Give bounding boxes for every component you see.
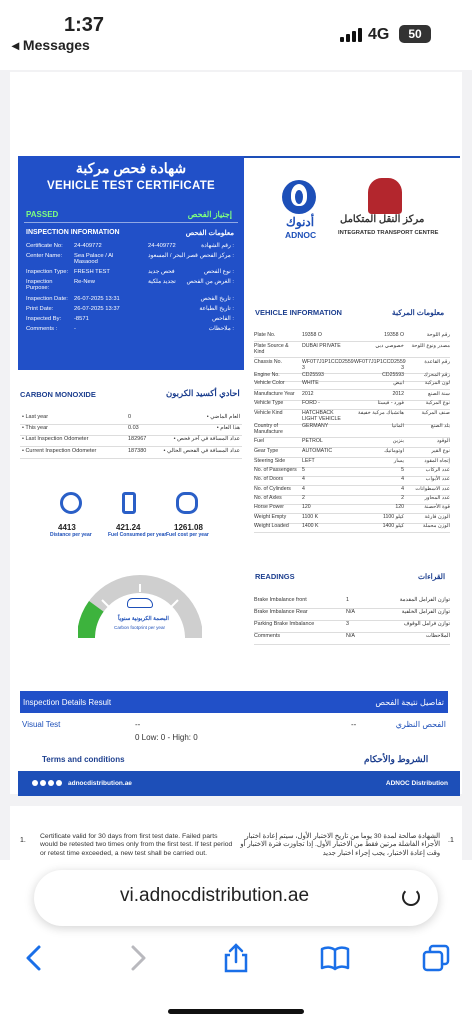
row-label-ar: رقم القاعدة — [424, 359, 450, 365]
row-label-ar: مركز الفحص : — [199, 253, 234, 259]
row-label-ar: توازن الفرامل المقدمة — [399, 597, 450, 603]
row-value: 187380 — [128, 448, 147, 454]
network-type: 4G — [368, 26, 390, 43]
stat-label: Distance per year — [50, 532, 92, 538]
row-label-ar: سنة الصنع — [428, 391, 450, 397]
carbon-heading-ar: احادي أكسيد الكربون — [166, 388, 240, 398]
tabs-icon[interactable] — [421, 943, 451, 973]
vehicle-info-heading-ar: معلومات المركبة — [392, 308, 445, 317]
visual-test-dash: -- — [135, 720, 141, 729]
row-value-ar: تجديد ملكية — [148, 279, 176, 285]
row-label: No. of Doors — [254, 476, 284, 482]
row-label-ar: رقم اللوحة — [426, 332, 450, 338]
row-value: DUBAI PRIVATE — [302, 343, 341, 349]
vehicle-info-row — [254, 360, 450, 374]
row-label-ar: الوزن محملة — [422, 523, 450, 529]
row-label: Gear Type — [254, 448, 279, 454]
footer-brand: ADNOC Distribution — [385, 780, 448, 787]
row-label-ar: الوقود — [436, 438, 450, 444]
terms-heading: Terms and conditions — [42, 755, 125, 764]
url-text[interactable]: vi.adnocdistribution.ae — [120, 885, 310, 906]
stat-value: 4413 — [58, 523, 76, 532]
vehicle-info-row — [254, 411, 450, 425]
row-label: Vehicle Type — [254, 400, 284, 406]
stat-label: Fuel cost per year — [166, 532, 209, 538]
inspection-info-row — [18, 269, 244, 279]
row-label: Horse Power — [254, 504, 284, 510]
inspection-info-row — [18, 253, 244, 263]
row-label: Inspection Type: — [26, 269, 69, 275]
row-label: Inspection Purpose: — [26, 279, 53, 291]
row-value-ar: قصر البحر / المسعود — [148, 253, 198, 259]
row-value: N/A — [346, 609, 355, 615]
row-label: • Last year — [22, 414, 49, 420]
share-icon[interactable] — [221, 943, 251, 973]
certificate-title-ar: شهادة فحص مركبة — [75, 160, 187, 176]
visual-test-label: Visual Test — [22, 720, 61, 729]
row-value: 5 — [302, 467, 305, 473]
row-value: CD25593 — [302, 372, 324, 378]
visual-test-label-ar: الفحص النظري — [395, 720, 446, 729]
row-value: 4 — [302, 476, 305, 482]
inspection-info-row — [18, 326, 244, 336]
row-label: Inspection Date: — [26, 296, 68, 302]
condition-text-ar: الشهادة صالحة لمدة 30 يوما من تاريخ الاختبار الأول، سيتم إعادة اختبار الأجزاء الفاشلة مرتين فقط من الاختبار الأول. إذا تجاوزت فترة الاختبار أو وقت إعادة الاختبار، يجب إجراء اختبار جديد — [240, 833, 440, 857]
row-label-ar: الفاحص : — [212, 316, 234, 322]
row-value: 2012 — [302, 391, 314, 397]
row-value-ar: 1100 كيلو — [382, 514, 404, 520]
row-label-ar: نوع الفحص : — [203, 269, 234, 275]
vehicle-info-row — [254, 524, 450, 533]
row-label-ar: الملاحظات — [426, 633, 450, 639]
row-label: No. of Axles — [254, 495, 282, 501]
inspection-info-heading-ar: معلومات الفحص — [185, 230, 234, 237]
row-label-ar: • هذا العام — [216, 425, 240, 431]
inspection-info-row — [18, 306, 244, 316]
row-value: 2 — [302, 495, 305, 501]
condition-text: Certificate valid for 30 days from first test date. Failed parts would be retested two times only from the first test. If test period or retest time exceeded, a new test shall be carried out. — [40, 833, 233, 857]
vehicle-info-row — [254, 468, 450, 477]
low-high-values: 0 Low: 0 - High: 0 — [135, 733, 198, 742]
certificate-title-en: VEHICLE TEST CERTIFICATE — [47, 180, 215, 192]
row-label-ar: ملاحظات : — [208, 326, 234, 332]
row-label: No. of Passengers — [254, 467, 297, 473]
inspection-details-heading-ar: تفاصيل نتيجة الفحص — [375, 698, 444, 707]
vehicle-info-row — [254, 344, 450, 358]
speedometer-icon — [60, 492, 82, 514]
row-value: 1100 K — [302, 514, 319, 520]
row-value: FRESH TEST — [74, 269, 110, 275]
row-label: Weight Empty — [254, 514, 287, 520]
row-label: • Last Inspection Odometer — [22, 436, 89, 442]
falcon-emblem-icon — [368, 178, 402, 214]
carbon-row — [20, 436, 242, 447]
row-value: - — [74, 326, 76, 332]
instagram-icon — [40, 780, 46, 786]
row-label: Center Name: — [26, 253, 63, 259]
row-value-ar: فورد - فيستا — [377, 400, 404, 406]
condition-number: 1. — [20, 837, 26, 844]
row-label: No. of Cylinders — [254, 486, 291, 492]
row-label-ar: رقم المحرك — [423, 372, 450, 378]
row-label: Weight Loaded — [254, 523, 289, 529]
row-label-ar: الوزن فارغة — [424, 514, 450, 520]
row-value: 182967 — [128, 436, 147, 442]
row-label: • Current Inspection Odometer — [22, 448, 97, 454]
itc-logo-text-ar: مركز النقل المتكامل — [340, 214, 425, 225]
twitter-icon — [48, 780, 54, 786]
row-value-ar: 24-409772 — [148, 243, 176, 249]
row-label: Engine No. — [254, 372, 280, 378]
back-to-messages-link[interactable]: ◂ Messages — [12, 37, 90, 53]
row-label-ar: الغرض من الفحص : — [186, 279, 234, 285]
row-label: Plate No. — [254, 332, 276, 338]
row-value: HATCHBACK LIGHT VEHICLE — [302, 410, 341, 422]
row-label: Certificate No: — [26, 243, 63, 249]
readings-row — [254, 597, 450, 609]
row-value: 26-07-2025 13:37 — [74, 306, 120, 312]
row-value-ar: 2 — [401, 495, 404, 501]
row-label-ar: • العام الماضي — [206, 414, 240, 420]
row-value: 3 — [346, 621, 349, 627]
row-label-ar: صنف المركبة — [421, 410, 450, 416]
carbon-heading: CARBON MONOXIDE — [20, 390, 96, 399]
row-label: Inspected By: — [26, 316, 62, 322]
inspection-info-row — [18, 279, 244, 289]
row-label-ar: عدد الركاب — [425, 467, 450, 473]
vehicle-info-row — [254, 333, 450, 342]
stat-value: 1261.08 — [174, 523, 203, 532]
row-label: Vehicle Kind — [254, 410, 283, 416]
readings-heading: READINGS — [255, 572, 295, 581]
row-value: -8571 — [74, 316, 89, 322]
vehicle-info-row — [254, 439, 450, 448]
row-label: Brake Imbalance front — [254, 597, 307, 603]
row-value-ar: 120 — [395, 504, 404, 510]
row-value-ar: ابيض — [393, 380, 404, 386]
row-value-ar: 2012 — [392, 391, 404, 397]
row-label: • This year — [22, 425, 48, 431]
row-label: Fuel — [254, 438, 265, 444]
condition-number-ar: .1 — [448, 837, 454, 844]
row-value-ar: فحص جديد — [148, 269, 175, 275]
vehicle-info-heading: VEHICLE INFORMATION — [255, 308, 342, 317]
row-value: WF0T7J1P1CCD2559 3 — [302, 359, 354, 371]
row-value-ar: 19358 O — [384, 332, 404, 338]
footprint-label: Carbon footprint per year — [114, 625, 166, 630]
visual-test-dash-ar: -- — [351, 720, 357, 729]
inspection-details-bar — [20, 691, 448, 713]
row-label: Steering Side — [254, 458, 286, 464]
row-label: Manufacture Year — [254, 391, 295, 397]
vehicle-info-row — [254, 392, 450, 401]
row-label: Chassis No. — [254, 359, 282, 365]
reload-icon[interactable] — [402, 888, 420, 906]
row-value: 1400 K — [302, 523, 319, 529]
facebook-icon — [32, 780, 38, 786]
row-value-ar: WF0T7J1P1CCD2559 3 — [354, 359, 406, 371]
visual-test-row — [20, 720, 448, 732]
row-label-ar: نوع القير — [431, 448, 450, 454]
youtube-icon — [56, 780, 62, 786]
readings-row — [254, 609, 450, 621]
row-label-ar: رقم الشهادة : — [201, 243, 234, 249]
row-label-ar: مصدر ونوع اللوحة — [411, 343, 450, 349]
row-label-ar: • عداد المسافة في آخر فحص — [173, 436, 240, 442]
row-label-ar: لون المركبة — [424, 380, 450, 386]
row-label-ar: توازن فرامل الوقوف — [403, 621, 450, 627]
inspection-info-heading: INSPECTION INFORMATION — [26, 229, 120, 236]
adnoc-logo-icon — [282, 180, 316, 214]
back-icon[interactable] — [20, 943, 50, 973]
row-value: WHITE — [302, 380, 319, 386]
row-value: 1 — [346, 597, 349, 603]
row-value: 4 — [302, 486, 305, 492]
row-value-ar: 4 — [401, 476, 404, 482]
row-label: Comments — [254, 633, 281, 639]
row-value-ar: هاتشباك مركبة خفيفة — [358, 410, 404, 416]
row-label-ar: بلد الصنع — [430, 423, 450, 429]
signal-icon — [340, 28, 364, 42]
row-label: Print Date: — [26, 306, 54, 312]
row-label-ar: توازن الفرامل الخلفية — [401, 609, 450, 615]
vehicle-info-row — [254, 505, 450, 514]
carbon-row — [20, 414, 242, 425]
inspection-info-row — [18, 316, 244, 326]
bookmarks-icon[interactable] — [320, 943, 350, 973]
inspection-info-panel — [18, 156, 244, 370]
row-value-ar: يسار — [393, 458, 404, 464]
vehicle-info-row — [254, 449, 450, 458]
inspection-info-row — [18, 296, 244, 306]
row-value-ar: 1400 كيلو — [382, 523, 404, 529]
passed-label: PASSED — [26, 210, 59, 219]
readings-row — [254, 621, 450, 633]
row-label: Parking Brake Imbalance — [254, 621, 315, 627]
row-value: 0 — [128, 414, 132, 420]
row-value-ar: خصوصي دبي — [375, 343, 404, 349]
row-value: 0.03 — [128, 425, 139, 431]
row-value: AUTOMATIC — [302, 448, 333, 454]
row-value-ar: بنزين — [392, 438, 404, 444]
stat-label: Fuel Consumed per year — [108, 532, 167, 538]
battery-icon: 50 — [399, 25, 431, 43]
row-value: 19358 O — [302, 332, 322, 338]
itc-logo-text: INTEGRATED TRANSPORT CENTRE — [338, 230, 439, 236]
row-value: N/A — [346, 633, 355, 639]
inspection-info-row — [18, 243, 244, 253]
status-time: 1:37 — [64, 14, 105, 36]
row-value: PETROL — [302, 438, 323, 444]
row-label-ar: عدد المحاور — [424, 495, 450, 501]
row-value: LEFT — [302, 458, 315, 464]
row-value: 120 — [302, 504, 311, 510]
row-value-ar: 4 — [401, 486, 404, 492]
vehicle-info-row — [254, 401, 450, 410]
certificate-footer — [18, 771, 460, 796]
row-value-ar: 5 — [401, 467, 404, 473]
carbon-row — [20, 425, 242, 436]
readings-heading-ar: القراءات — [418, 572, 446, 581]
row-value: Re-New — [74, 279, 95, 285]
row-label-ar: تاريخ الفحص : — [200, 296, 234, 302]
row-label-ar: إتجاه المقود — [424, 458, 450, 464]
adnoc-logo-text-ar: أدنوك — [286, 215, 315, 229]
row-value: 26-07-2025 13:31 — [74, 296, 120, 302]
footer-website: adnocdistribution.ae — [68, 780, 132, 787]
gauge-fill — [86, 606, 96, 638]
row-label-ar: نوع المركبة — [425, 400, 450, 406]
coins-icon — [176, 492, 198, 514]
row-value: GERMANY — [302, 423, 329, 429]
carbon-row — [20, 448, 242, 459]
row-label-ar: عدد الاسطوانات — [415, 486, 450, 492]
row-value: 24-409772 — [74, 243, 102, 249]
inspection-details-heading: Inspection Details Result — [23, 698, 112, 707]
row-label-ar: • عداد المسافة في الفحص الحالي — [163, 448, 240, 454]
row-label: Plate Source & Kind — [254, 343, 289, 355]
readings-row — [254, 633, 450, 645]
home-indicator — [168, 1009, 304, 1014]
vehicle-info-row — [254, 424, 450, 438]
row-label: Brake Imbalance Rear — [254, 609, 308, 615]
stat-value: 421.24 — [116, 523, 141, 532]
row-label: Comments : — [26, 326, 58, 332]
row-label-ar: عدد الأبواب — [425, 476, 450, 482]
footprint-label-ar: البصمة الكربونية سنوياً — [118, 616, 169, 622]
vehicle-info-row — [254, 477, 450, 486]
forward-icon[interactable] — [122, 943, 152, 973]
terms-heading-ar: الشروط والأحكام — [364, 754, 429, 764]
row-label: Vehicle Color — [254, 380, 285, 386]
divider — [24, 222, 238, 223]
adnoc-logo-text: ADNOC — [285, 230, 317, 240]
row-value-ar: اوتوماتيك — [384, 448, 404, 454]
row-label: Country of Manufacture — [254, 423, 283, 435]
row-value: FORD - — [302, 400, 320, 406]
row-label-ar: تاريخ الطباعة : — [199, 306, 234, 312]
row-label-ar: قوة الأحصنة — [424, 504, 450, 510]
passed-label-ar: إجتياز الفحص — [187, 210, 232, 219]
vehicle-info-row — [254, 381, 450, 390]
car-icon — [127, 598, 153, 608]
row-value-ar: المانيا — [391, 423, 404, 429]
row-value: Sea Palace / Al Masaood — [74, 253, 114, 265]
vehicle-info-row — [254, 487, 450, 496]
fuel-pump-icon — [122, 492, 136, 514]
row-value-ar: CD25593 — [382, 372, 404, 378]
